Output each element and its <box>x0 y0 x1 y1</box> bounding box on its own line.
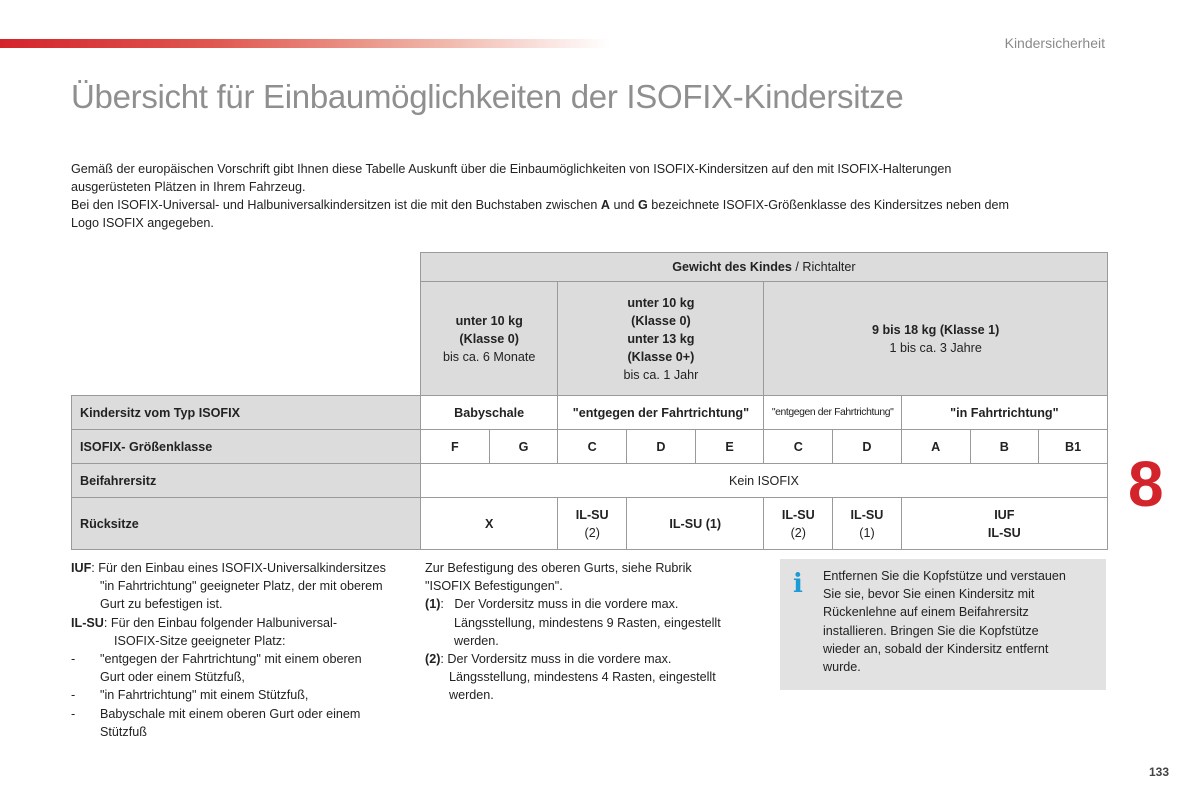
size-class-cell: A <box>901 430 970 464</box>
row-header-size-class: ISOFIX- Größenklasse <box>72 430 421 464</box>
rear-value-line: IL-SU <box>575 507 609 522</box>
footnote-text: werden. <box>454 633 499 648</box>
intro-line: ausgerüsteten Plätzen in Ihrem Fahrzeug. <box>71 180 306 194</box>
age-class: (Klasse 0) <box>631 313 691 328</box>
rear-seat-value: X <box>421 498 558 550</box>
rear-value-line: (2) <box>790 525 806 540</box>
intro-text-segment: und <box>610 198 639 212</box>
empty-cell <box>72 253 421 282</box>
info-text: installieren. Bringen Sie die Kopfstütze <box>823 623 1039 638</box>
age-group-cell <box>764 282 1107 396</box>
rear-seat-value <box>833 498 902 550</box>
size-class-cell: D <box>833 430 902 464</box>
age-class: (Klasse 0+) <box>627 349 695 364</box>
age-weight: 9 bis 18 kg (Klasse 1) <box>871 322 1000 337</box>
footnote-term: (1) <box>425 597 441 612</box>
size-class-cell: E <box>695 430 764 464</box>
legend-bullet <box>71 686 411 704</box>
info-text: wieder an, sobald der Kindersitz entfernt <box>823 641 1049 656</box>
footnote-text: : Der Vordersitz muss in die vordere max. <box>440 652 672 667</box>
empty-cell <box>72 282 421 396</box>
intro-text <box>71 160 1111 232</box>
section-label: Kindersicherheit <box>1004 35 1105 51</box>
weight-header <box>421 253 1108 282</box>
footnotes <box>425 559 755 705</box>
legend-text: "in Fahrtrichtung" geeigneter Platz, der mit oberem <box>100 579 383 594</box>
legend-iuf <box>71 559 411 577</box>
info-icon: i <box>793 569 803 599</box>
size-class-cell: C <box>764 430 833 464</box>
legend-term: IUF <box>71 561 92 575</box>
rear-value-line: IL-SU <box>987 525 1021 540</box>
intro-letter-g: G <box>638 198 648 212</box>
age-note: bis ca. 6 Monate <box>442 349 536 364</box>
size-class-cell: F <box>421 430 490 464</box>
intro-line: Logo ISOFIX angegeben. <box>71 216 214 230</box>
rear-value-line: IUF <box>994 507 1015 522</box>
legend-notes <box>71 559 411 741</box>
rear-seat-value <box>901 498 1107 550</box>
chapter-number: 8 <box>1128 448 1164 520</box>
legend-text: "in Fahrtrichtung" mit einem Stützfuß, <box>100 688 309 703</box>
legend-bullet <box>71 650 411 668</box>
intro-line <box>71 196 1111 214</box>
info-text: wurde. <box>823 660 861 675</box>
legend-term: IL-SU <box>71 615 104 630</box>
legend-text: : Für den Einbau folgender Halbuniversal- <box>103 615 338 630</box>
legend-text: Babyschale mit einem oberen Gurt oder einem <box>100 706 361 721</box>
rear-value-line: (1) <box>859 525 875 540</box>
footnote-text: Längsstellung, mindestens 9 Rasten, eingestellt <box>454 615 721 630</box>
legend-text: Gurt oder einem Stützfuß, <box>100 670 245 685</box>
footnote-text: Längsstellung, mindestens 4 Rasten, eingestellt <box>449 670 716 685</box>
age-weight: unter 10 kg <box>455 313 523 328</box>
page-number: 133 <box>1148 765 1169 779</box>
age-group-cell <box>421 282 558 396</box>
type-cell: "entgegen der Fahrtrichtung" <box>558 396 764 430</box>
legend-text: ISOFIX-Sitze geeigneter Platz: <box>114 633 286 648</box>
intro-line: Gemäß der europäischen Vorschrift gibt Ihnen diese Tabelle Auskunft über die Einbaumöglichkeiten von ISOFIX-Kindersitzen auf den mit ISOFIX-Halterungen <box>71 162 952 176</box>
header-accent-bar <box>0 39 610 48</box>
info-text: Entfernen Sie die Kopfstütze und verstauen <box>823 569 1066 583</box>
legend-text: "entgegen der Fahrtrichtung" mit einem oberen <box>100 652 362 667</box>
footnote-2 <box>425 650 755 668</box>
age-class: (Klasse 0) <box>459 331 519 346</box>
footnote-term: (2) <box>425 652 441 667</box>
size-class-cell: G <box>489 430 558 464</box>
footnote-text: : Der Vordersitz muss in die vordere max. <box>440 597 679 612</box>
footnote-text: "ISOFIX Befestigungen". <box>425 579 563 594</box>
page-title: Übersicht für Einbaumöglichkeiten der ISOFIX-Kindersitze <box>71 78 904 115</box>
legend-ilsu <box>71 614 411 632</box>
legend-text: Gurt zu befestigen ist. <box>100 597 223 612</box>
age-note: bis ca. 1 Jahr <box>623 367 699 382</box>
row-header-passenger-seat: Beifahrersitz <box>72 464 421 498</box>
bullet-mark: - <box>71 706 76 721</box>
size-class-cell: C <box>558 430 627 464</box>
rear-seat-value: IL-SU (1) <box>627 498 764 550</box>
row-header-rear-seats: Rücksitze <box>72 498 421 550</box>
weight-header-bold: Gewicht des Kindes <box>672 260 792 274</box>
bullet-mark: - <box>71 688 76 703</box>
size-class-cell: B1 <box>1039 430 1108 464</box>
info-text: Sie sie, bevor Sie einen Kindersitz mit <box>823 587 1035 602</box>
age-group-cell <box>558 282 764 396</box>
row-header-type: Kindersitz vom Typ ISOFIX <box>72 396 421 430</box>
info-box <box>780 559 1106 690</box>
legend-text: Stützfuß <box>100 724 147 739</box>
intro-text-segment: Bei den ISOFIX-Universal- und Halbuniversalkindersitzen ist die mit den Buchstaben zwischen <box>71 198 601 212</box>
rear-seat-value <box>558 498 627 550</box>
passenger-seat-value: Kein ISOFIX <box>421 464 1108 498</box>
size-class-cell: B <box>970 430 1039 464</box>
age-weight: unter 13 kg <box>627 331 695 346</box>
bullet-mark: - <box>71 652 76 667</box>
size-class-cell: D <box>627 430 696 464</box>
info-text: Rückenlehne auf einem Beifahrersitz <box>823 605 1029 620</box>
legend-bullet <box>71 705 411 723</box>
intro-letter-a: A <box>600 198 610 212</box>
rear-seat-value <box>764 498 833 550</box>
type-cell: Babyschale <box>421 396 558 430</box>
age-note: 1 bis ca. 3 Jahre <box>889 340 982 355</box>
type-cell: "in Fahrtrichtung" <box>901 396 1107 430</box>
footnote-text: werden. <box>449 688 494 703</box>
footnote-1 <box>425 595 755 613</box>
type-cell: "entgegen der Fahrtrichtung" <box>764 396 901 430</box>
age-weight: unter 10 kg <box>627 295 695 310</box>
legend-text: : Für den Einbau eines ISOFIX-Universalkindersitzes <box>91 561 386 575</box>
isofix-table <box>71 252 1108 550</box>
rear-value-line: IL-SU <box>781 507 815 522</box>
rear-value-line: (2) <box>584 525 600 540</box>
rear-value-line: IL-SU <box>850 507 884 522</box>
intro-text-segment: bezeichnete ISOFIX-Größenklasse des Kindersitzes neben dem <box>647 198 1010 212</box>
weight-header-rest: / Richtalter <box>791 260 856 274</box>
footnote-text: Zur Befestigung des oberen Gurts, siehe Rubrik <box>425 561 692 575</box>
